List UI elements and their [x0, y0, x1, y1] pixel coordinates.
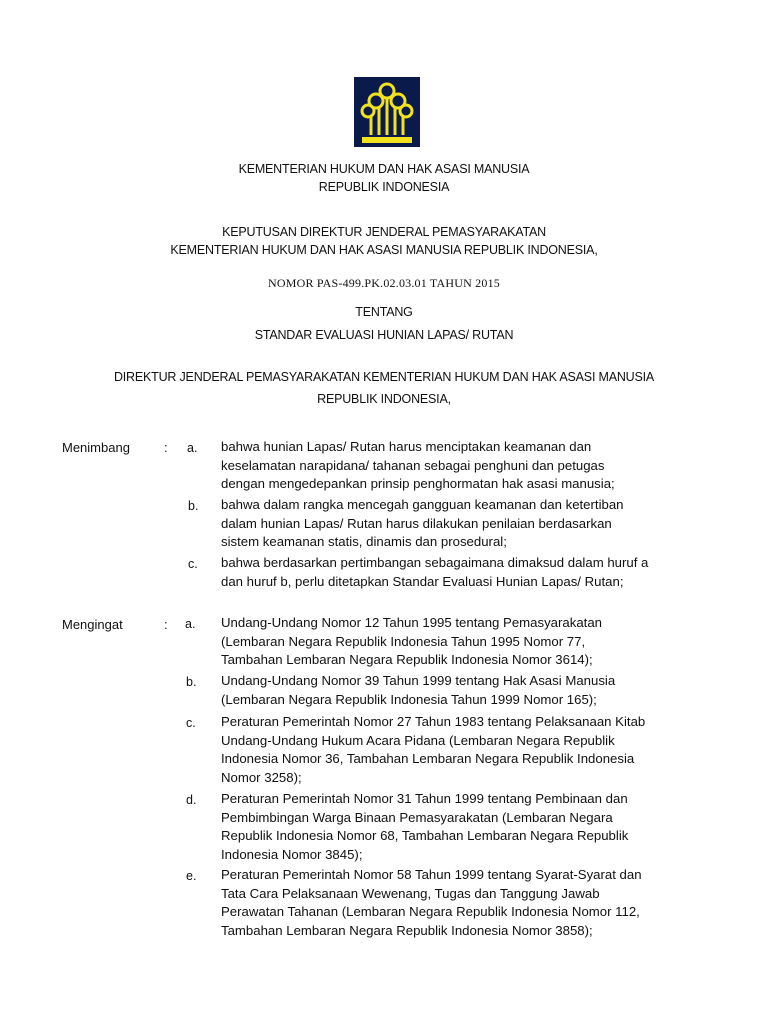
text-line: bahwa berdasarkan pertimbangan sebagaimana dimaksud dalam huruf a: [221, 555, 649, 570]
mengingat-item-a: [221, 614, 721, 670]
ministry-name: KEMENTERIAN HUKUM DAN HAK ASASI MANUSIA: [238, 162, 530, 176]
text-line: Undang-Undang Nomor 12 Tahun 1995 tentang Pemasyarakatan: [221, 615, 602, 630]
text-line: (Lembaran Negara Republik Indonesia Tahun 1999 Nomor 165);: [221, 691, 597, 707]
text-line: Peraturan Pemerintah Nomor 58 Tahun 1999 tentang Syarat-Syarat dan: [221, 867, 642, 882]
ministry-country: REPUBLIK INDONESIA: [318, 180, 450, 194]
text-line: Tata Cara Pelaksanaan Wewenang, Tugas dan Tanggung Jawab: [221, 885, 600, 901]
decree-subject: STANDAR EVALUASI HUNIAN LAPAS/ RUTAN: [254, 328, 514, 342]
ministry-logo: [354, 77, 420, 147]
text-line: dan huruf b, perlu ditetapkan Standar Evaluasi Hunian Lapas/ Rutan;: [221, 573, 624, 589]
director-country: REPUBLIK INDONESIA,: [317, 392, 451, 406]
menimbang-letter-b: b.: [188, 499, 199, 513]
mengingat-letter-c: c.: [186, 716, 196, 730]
tentang-heading: TENTANG: [355, 305, 413, 319]
mengingat-letter-e: e.: [186, 869, 197, 883]
text-line: Nomor 3258);: [221, 769, 302, 785]
text-line: sistem keamanan statis, dinamis dan prosedural;: [221, 534, 507, 549]
menimbang-label: Menimbang: [62, 440, 130, 455]
decision-issuer: KEMENTERIAN HUKUM DAN HAK ASASI MANUSIA REPUBLIK INDONESIA,: [170, 243, 598, 257]
menimbang-item-c: [221, 554, 721, 591]
decision-title: KEPUTUSAN DIREKTUR JENDERAL PEMASYARAKATAN: [222, 225, 546, 239]
text-line: Republik Indonesia Nomor 68, Tambahan Lembaran Negara Republik: [221, 828, 629, 843]
mengingat-item-e: [221, 866, 721, 940]
mengingat-letter-d: d.: [186, 793, 197, 807]
text-line: Tambahan Lembaran Negara Republik Indonesia Nomor 3614);: [221, 652, 593, 667]
text-line: dengan mengedepankan prinsip penghormatan hak asasi manusia;: [221, 476, 615, 491]
text-line: dalam hunian Lapas/ Rutan harus dilakukan penilaian berdasarkan: [221, 515, 612, 531]
mengingat-item-b: [221, 672, 721, 709]
text-line: (Lembaran Negara Republik Indonesia Tahun 1995 Nomor 77,: [221, 633, 586, 649]
menimbang-item-b: [221, 496, 721, 552]
text-line: Undang-Undang Nomor 39 Tahun 1999 tentang Hak Asasi Manusia: [221, 673, 616, 688]
text-line: Peraturan Pemerintah Nomor 31 Tahun 1999 tentang Pembinaan dan: [221, 791, 628, 806]
text-line: Undang-Undang Hukum Acara Pidana (Lembaran Negara Republik: [221, 732, 615, 748]
text-line: keselamatan narapidana/ tahanan sebagai penghuni dan petugas: [221, 457, 605, 473]
text-line: Perawatan Tahanan (Lembaran Negara Republik Indonesia Nomor 112,: [221, 904, 640, 919]
text-line: Indonesia Nomor 3845);: [221, 846, 363, 862]
text-line: bahwa dalam rangka mencegah gangguan keamanan dan ketertiban: [221, 497, 624, 512]
mengingat-label: Mengingat: [62, 617, 123, 632]
menimbang-letter-a: a.: [187, 441, 198, 455]
mengingat-letter-a: a.: [185, 617, 196, 631]
text-line: Indonesia Nomor 36, Tambahan Lembaran Negara Republik Indonesia: [221, 751, 635, 766]
mengingat-letter-b: b.: [186, 675, 197, 689]
director-title: DIREKTUR JENDERAL PEMASYARAKATAN KEMENTERIAN HUKUM DAN HAK ASASI MANUSIA: [113, 370, 655, 384]
decree-number: NOMOR PAS-499.PK.02.03.01 TAHUN 2015: [268, 276, 500, 290]
menimbang-letter-c: c.: [188, 557, 198, 571]
menimbang-item-a: [221, 438, 721, 494]
mengingat-item-c: [221, 713, 721, 787]
menimbang-colon: :: [164, 440, 168, 455]
logo-banner: [362, 137, 412, 143]
text-line: bahwa hunian Lapas/ Rutan harus menciptakan keamanan dan: [221, 439, 592, 454]
text-line: Pembimbingan Warga Binaan Pemasyarakatan (Lembaran Negara: [221, 809, 613, 825]
mengingat-colon: :: [164, 617, 168, 632]
text-line: Tambahan Lembaran Negara Republik Indonesia Nomor 3858);: [221, 922, 593, 938]
text-line: Peraturan Pemerintah Nomor 27 Tahun 1983 tentang Pelaksanaan Kitab: [221, 714, 646, 729]
mengingat-item-d: [221, 790, 721, 864]
